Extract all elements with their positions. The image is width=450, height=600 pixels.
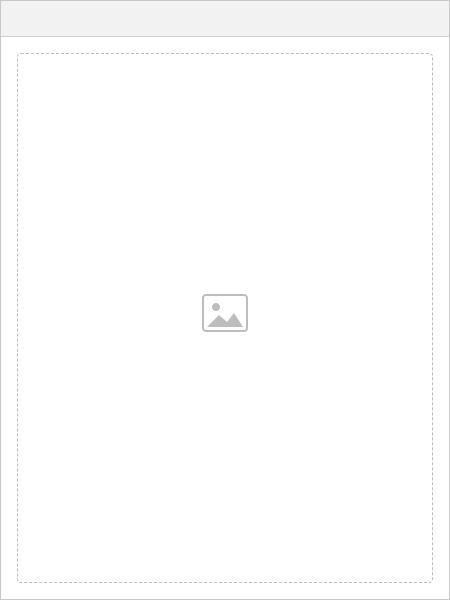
screenshot-placeholder — [17, 53, 433, 583]
main-content — [1, 37, 449, 599]
image-icon — [201, 293, 249, 333]
title-bar — [1, 1, 449, 37]
